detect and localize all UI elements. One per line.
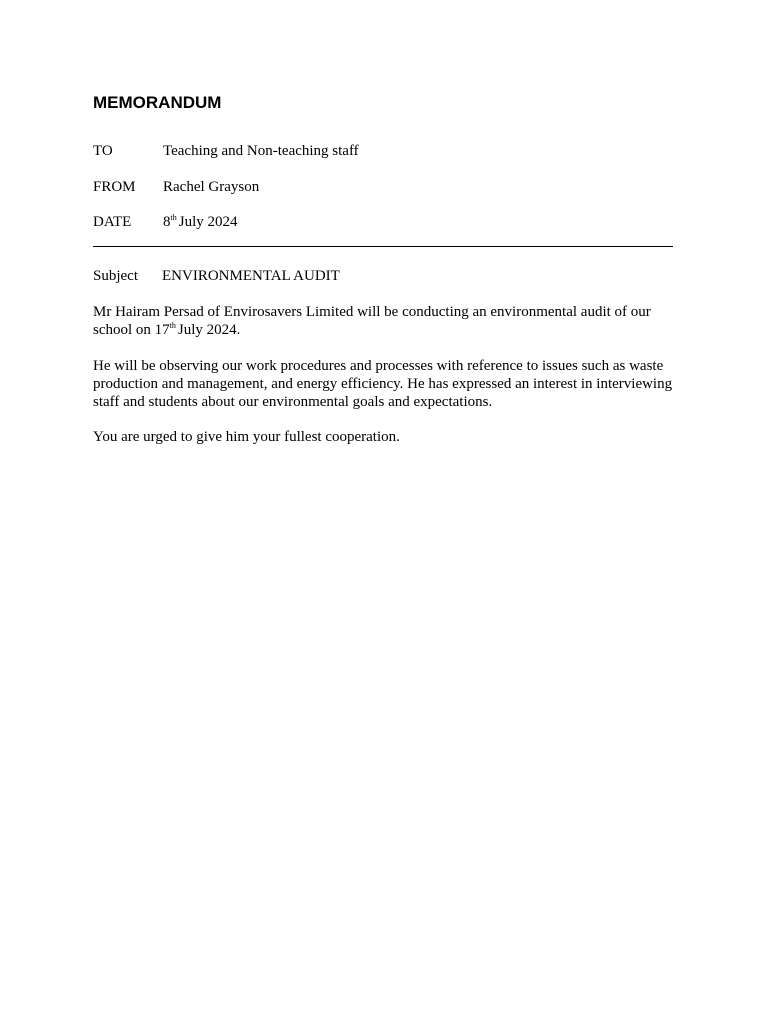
to-value: Teaching and Non-teaching staff (163, 143, 359, 159)
from-label: FROM (93, 179, 136, 195)
body-paragraph-3: You are urged to give him your fullest cooperation. (93, 429, 400, 445)
subject-row (93, 267, 340, 285)
para1-text: Mr Hairam Persad of Envirosavers Limited will be conducting an environmental audit of our school on 17 (93, 304, 651, 338)
para1-suffix: th (169, 321, 176, 330)
para1-end: July 2024. (177, 322, 241, 338)
to-label: TO (93, 143, 113, 159)
memo-title: MEMORANDUM (93, 93, 222, 112)
date-value (163, 213, 238, 231)
body-paragraph-2: He will be observing our work procedures and processes with reference to issues such as waste production and management, and energy efficiency. He has expressed an interest in interviewing staff and students about our environmental goals and expectations. (93, 358, 673, 410)
header-divider (93, 246, 673, 247)
date-label: DATE (93, 214, 132, 230)
body-paragraph-1 (93, 303, 673, 339)
date-suffix: th (170, 213, 177, 222)
from-value: Rachel Grayson (163, 179, 260, 195)
date-day: 8 (163, 214, 171, 230)
from-row (93, 178, 259, 196)
to-row (93, 142, 359, 160)
subject-label: Subject (93, 268, 138, 284)
date-rest: July 2024 (178, 214, 238, 230)
subject-value: ENVIRONMENTAL AUDIT (162, 268, 340, 284)
date-row (93, 213, 238, 231)
